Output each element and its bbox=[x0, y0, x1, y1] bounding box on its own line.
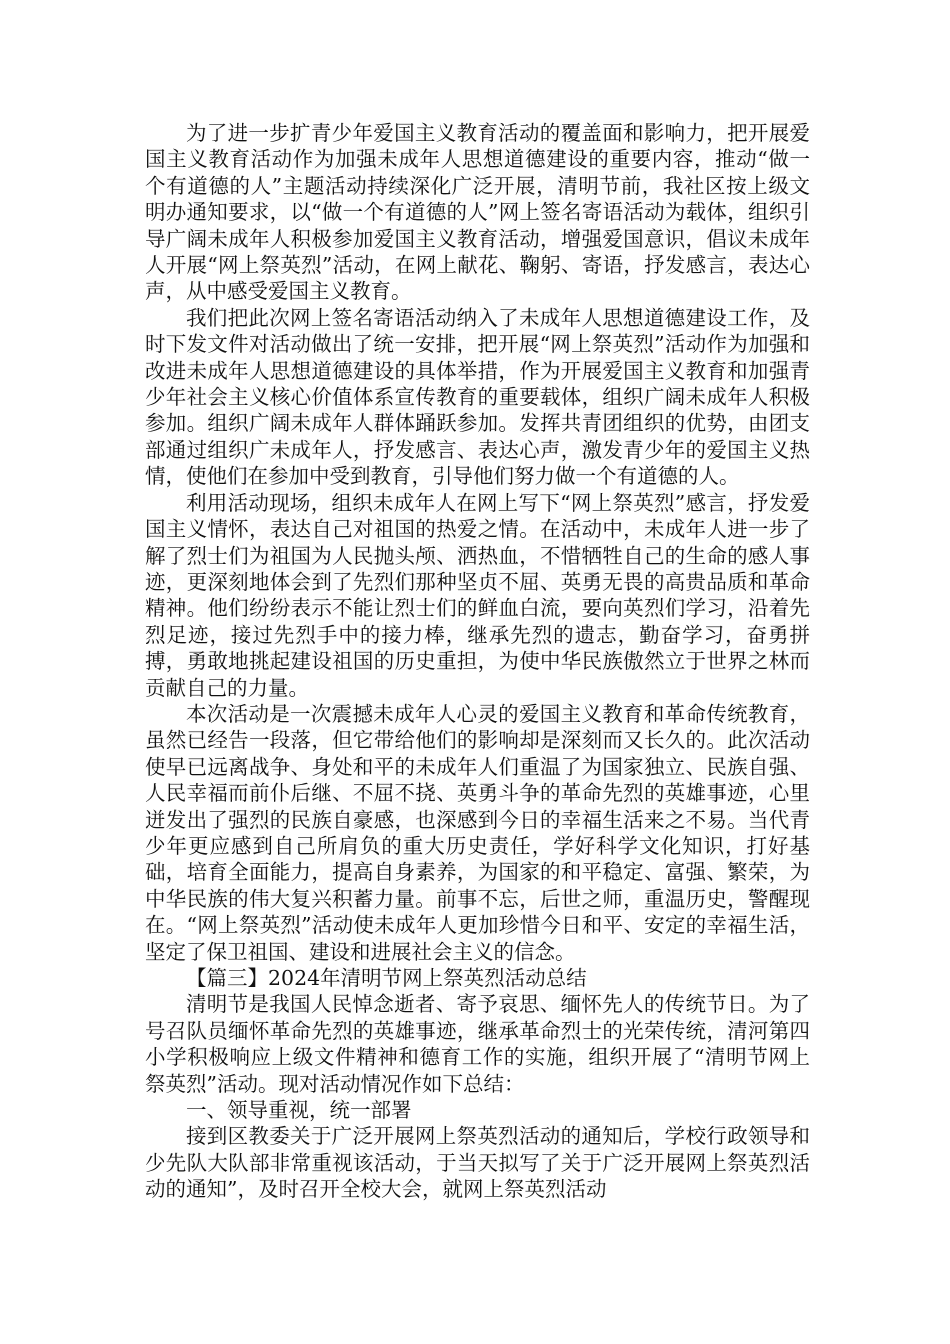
section-paragraph-1: 清明节是我国人民悼念逝者、寄予哀思、缅怀先人的传统节日。为了号召队员缅怀革命先烈的英雄事迹，继承革命烈士的光荣传统，清河第四小学积极响应上级文件精神和德育工作的实施，组织开展了“清明节网上祭英烈”活动。现对活动情况作如下总结： bbox=[145, 992, 810, 1096]
body-paragraph-2: 我们把此次网上签名寄语活动纳入了未成年人思想道德建设工作，及时下发文件对活动做出了统一安排，把开展“网上祭英烈”活动作为加强和改进未成年人思想道德建设的具体举措，作为开展爱国主义教育和加强青少年社会主义核心价值体系宣传教育的重要载体，组织广阔未成年人积极参加。组织广阔未成年人群体踊跃参加。发挥共青团组织的优势，由团支部通过组织广未成年人，抒发感言、表达心声，激发青少年的爱国主义热情，使他们在参加中受到教育，引导他们努力做一个有道德的人。 bbox=[145, 305, 810, 489]
body-paragraph-4: 本次活动是一次震撼未成年人心灵的爱国主义教育和革命传统教育，虽然已经告一段落，但它带给他们的影响却是深刻而又长久的。此次活动使早已远离战争、身处和平的未成年人们重温了为国家独立、民族自强、人民幸福而前仆后继、不屈不挠、英勇斗争的革命先烈的英雄事迹，心里迸发出了强烈的民族自豪感，也深感到今日的幸福生活来之不易。当代青少年更应感到自己所肩负的重大历史责任，学好科学文化知识，打好基础，培育全面能力，提高自身素养，为国家的和平稳定、富强、繁荣，为中华民族的伟大复兴积蓄力量。前事不忘，后世之师，重温历史，警醒现在。“网上祭英烈”活动使未成年人更加珍惜今日和平、安定的幸福生活，坚定了保卫祖国、建设和进展社会主义的信念。 bbox=[145, 701, 810, 964]
document-page bbox=[145, 120, 810, 1203]
section-heading: 【篇三】2024年清明节网上祭英烈活动总结 bbox=[186, 966, 587, 990]
section-subheading: 一、领导重视，统一部署 bbox=[186, 1098, 412, 1123]
body-paragraph-1: 为了进一步扩青少年爱国主义教育活动的覆盖面和影响力，把开展爱国主义教育活动作为加强未成年人思想道德建设的重要内容，推动“做一个有道德的人”主题活动持续深化广泛开展，清明节前，我社区按上级文明办通知要求，以“做一个有道德的人”网上签名寄语活动为载体，组织引导广阔未成年人积极参加爱国主义教育活动，增强爱国意识，倡议未成年人开展“网上祭英烈”活动，在网上献花、鞠躬、寄语，抒发感言，表达心声，从中感受爱国主义教育。 bbox=[145, 121, 810, 304]
section-paragraph-2: 接到区教委关于广泛开展网上祭英烈活动的通知后，学校行政领导和少先队大队部非常重视该活动，于当天拟写了关于广泛开展网上祭英烈活动的通知”，及时召开全校大会，就网上祭英烈活动 bbox=[145, 1124, 810, 1202]
body-paragraph-3: 利用活动现场，组织未成年人在网上写下“网上祭英烈”感言，抒发爱国主义情怀，表达自己对祖国的热爱之情。在活动中，未成年人进一步了解了烈士们为祖国为人民抛头颅、洒热血，不惜牺牲自己的生命的感人事迹，更深刻地体会到了先烈们那种坚贞不屈、英勇无畏的高贵品质和革命精神。他们纷纷表示不能让烈士们的鲜血白流，要向英烈们学习，沿着先烈足迹，接过先烈手中的接力棒，继承先烈的遗志，勤奋学习，奋勇拼搏，勇敢地挑起建设祖国的历史重担，为使中华民族傲然立于世界之林而贡献自己的力量。 bbox=[145, 490, 810, 700]
